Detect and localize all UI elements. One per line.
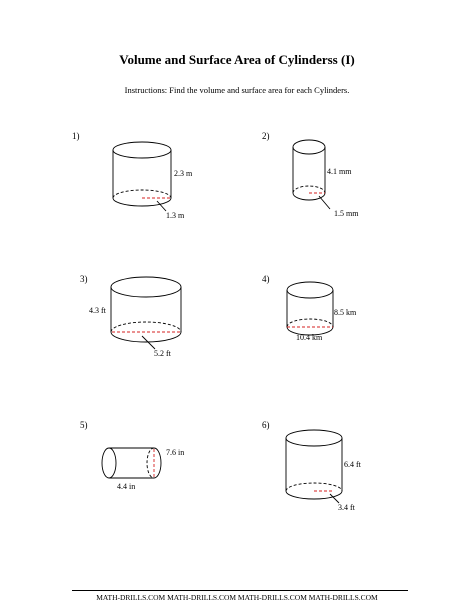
cylinder-right-front <box>154 448 161 478</box>
problem-5-length-label: 4.4 in <box>117 482 136 491</box>
problem-3-height-label: 4.3 ft <box>89 306 106 315</box>
cylinder-right-back <box>147 448 154 478</box>
problem-3-radius-label: 5.2 ft <box>154 349 171 358</box>
problem-6-number: 6) <box>262 420 270 430</box>
problem-6 <box>262 420 362 512</box>
problem-5-cylinder <box>102 448 161 478</box>
radius-pointer <box>319 196 330 209</box>
cylinder-top-ellipse <box>111 277 181 297</box>
cylinder-top-ellipse <box>286 430 342 446</box>
problem-1-number: 1) <box>72 131 80 141</box>
problem-6-radius-label: 3.4 ft <box>338 503 355 512</box>
problem-2-number: 2) <box>262 131 270 141</box>
problem-4-cylinder <box>287 282 333 335</box>
problem-6-height-label: 6.4 ft <box>344 460 361 469</box>
cylinder-top-ellipse <box>293 140 325 154</box>
worksheet-instructions: Instructions: Find the volume and surface area for each Cylinders. <box>124 85 350 95</box>
problem-2-cylinder <box>293 140 330 209</box>
problem-5-diameter-label: 7.6 in <box>166 448 185 457</box>
cylinder-bottom-back <box>113 190 171 198</box>
problem-4 <box>262 274 357 342</box>
cylinder-bottom-front <box>293 193 325 200</box>
problem-4-height-label: 8.5 km <box>334 308 357 317</box>
cylinder-bottom-front <box>113 198 171 206</box>
cylinder-bottom-back <box>286 483 342 491</box>
footer-watermark: MATH-DRILLS.COM MATH-DRILLS.COM MATH-DRILLS.COM MATH-DRILLS.COM <box>96 593 378 602</box>
problem-1-height-label: 2.3 m <box>174 169 193 178</box>
problem-3-number: 3) <box>80 274 88 284</box>
cylinder-bottom-back <box>111 322 181 332</box>
cylinder-top-ellipse <box>113 142 171 158</box>
problem-6-cylinder <box>286 430 342 503</box>
problem-4-diameter-label: 10.4 km <box>296 333 323 342</box>
problem-1-cylinder <box>113 142 171 211</box>
problem-2 <box>262 131 359 218</box>
problem-2-height-label: 4.1 mm <box>327 167 352 176</box>
problem-1-radius-label: 1.3 m <box>166 211 185 220</box>
problem-1 <box>72 131 193 220</box>
radius-pointer <box>142 336 155 349</box>
cylinder-left-ellipse <box>102 448 116 478</box>
cylinder-bottom-back <box>293 186 325 193</box>
problem-3-cylinder <box>111 277 181 349</box>
cylinder-top-ellipse <box>287 282 333 298</box>
problem-3 <box>80 274 181 358</box>
worksheet-title: Volume and Surface Area of Cylinderss (I) <box>119 52 355 67</box>
problem-4-number: 4) <box>262 274 270 284</box>
radius-pointer <box>157 201 166 211</box>
footer-divider <box>72 590 408 591</box>
cylinder-bottom-back <box>287 319 333 327</box>
problem-5 <box>80 420 184 491</box>
problem-2-radius-label: 1.5 mm <box>334 209 359 218</box>
problem-5-number: 5) <box>80 420 88 430</box>
